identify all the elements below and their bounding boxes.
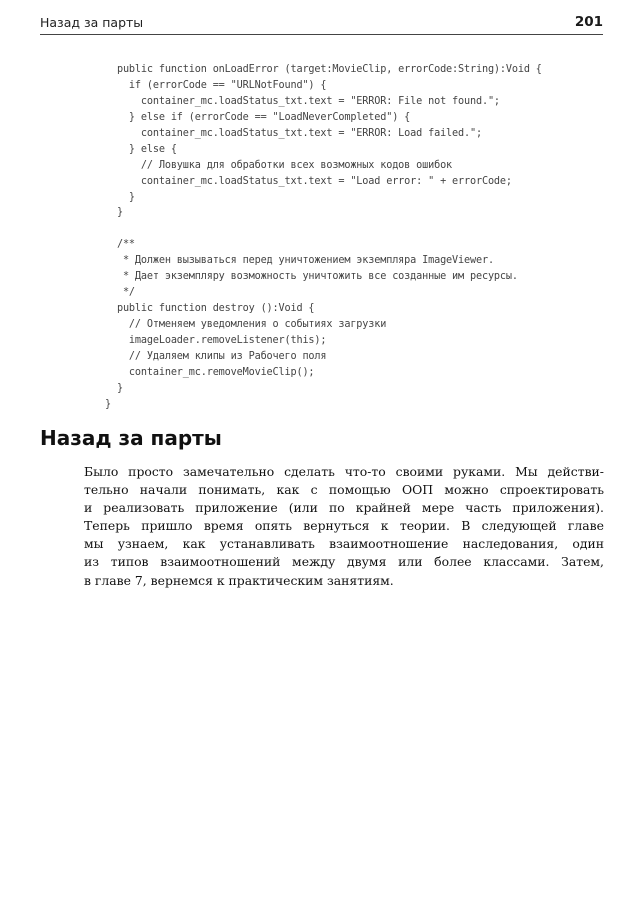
code-line: container_mc.loadStatus_txt.text = "ERROR: Load failed.";: [105, 127, 482, 139]
paragraph-line: в главе 7, вернемся к практическим занятиям.: [84, 572, 394, 588]
code-line: }: [105, 207, 123, 219]
paragraph-line: и реализовать приложение (или по крайней мере часть приложения).: [84, 500, 604, 516]
code-line: container_mc.loadStatus_txt.text = "Load error: " + errorCode;: [105, 175, 512, 187]
code-line: imageLoader.removeListener(this);: [105, 334, 327, 346]
paragraph-line: из типов взаимоотношений между двумя или более классами. Затем,: [84, 554, 604, 570]
code-listing: [105, 62, 542, 413]
paragraph-line: тельно начали понимать, как с помощью ООП можно спроектировать: [84, 482, 604, 498]
code-doc-comment-line: */: [105, 287, 135, 299]
code-line: public function destroy ():Void {: [105, 303, 315, 315]
code-comment-line: // Ловушка для обработки всех возможных кодов ошибок: [105, 159, 453, 171]
code-comment-line: // Удаляем клипы из Рабочего поля: [105, 350, 327, 362]
code-line: container_mc.loadStatus_txt.text = "ERROR: File not found.";: [105, 95, 500, 107]
section-heading: Назад за парты: [40, 426, 222, 450]
code-blank-line: [105, 221, 542, 237]
code-line: } else {: [105, 143, 177, 155]
paragraph-line: Было просто замечательно сделать что-то своими руками. Мы действи-: [84, 464, 604, 479]
page-number: 201: [574, 14, 603, 30]
paragraph-line: мы узнаем, как устанавливать взаимоотношение наследования, один: [84, 536, 604, 552]
code-doc-comment-line: * Должен вызываться перед уничтожением экземпляра ImageViewer.: [105, 255, 494, 267]
code-doc-comment-line: /**: [105, 239, 135, 251]
body-paragraph: [84, 463, 604, 590]
running-header: [40, 14, 603, 35]
code-line: }: [105, 382, 123, 394]
code-line: }: [105, 398, 111, 410]
paragraph-line: Теперь пришло время опять вернуться к теории. В следующей главе: [84, 518, 604, 534]
code-line: } else if (errorCode == "LoadNeverCompleted") {: [105, 111, 411, 123]
code-doc-comment-line: * Дает экземпляру возможность уничтожить все созданные им ресурсы.: [105, 271, 518, 283]
code-line: if (errorCode == "URLNotFound") {: [105, 79, 327, 91]
code-line: container_mc.removeMovieClip();: [105, 366, 315, 378]
running-title: Назад за парты: [40, 15, 144, 30]
code-comment-line: // Отменяем уведомления о событиях загрузки: [105, 319, 387, 330]
code-line: }: [105, 191, 135, 203]
code-line: public function onLoadError (target:MovieClip, errorCode:String):Void {: [105, 64, 542, 75]
